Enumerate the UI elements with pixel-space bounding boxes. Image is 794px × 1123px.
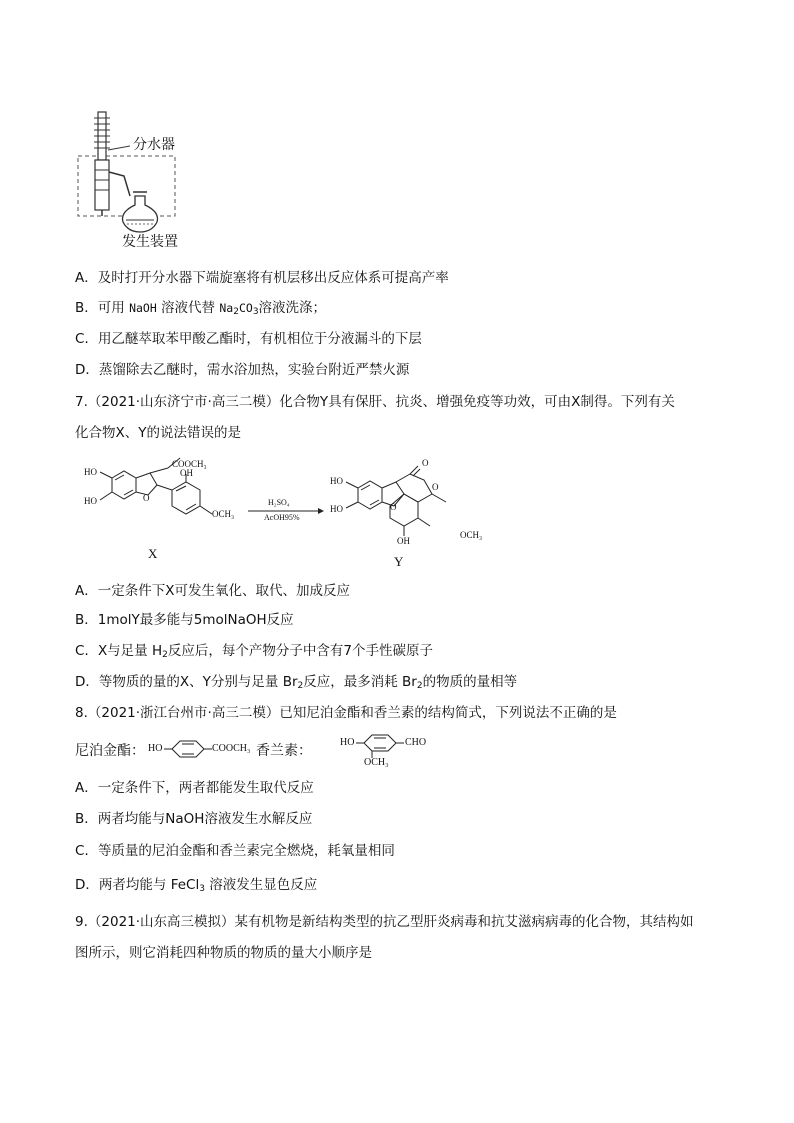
x-oh: OH	[180, 468, 193, 478]
y-ome: OCH₃	[460, 530, 483, 540]
generator-label: 发生装置	[122, 234, 178, 250]
x-ring-o: O	[143, 493, 150, 503]
x-ome: OCH₃	[212, 509, 235, 519]
q8-stem: 8.（2021·浙江台州市·高三二模）已知尼泊金酯和香兰素的结构简式，下列说法不正确的是	[75, 705, 617, 721]
y-lactone-o: O	[432, 482, 439, 492]
q7-option-c: C．X与足量 $H_2$反应后，每个产物分子中含有7个手性碳原子	[75, 643, 433, 660]
nipagin-label: 尼泊金酯：	[75, 743, 145, 759]
x-ho-bottom: HO	[84, 496, 97, 506]
q9-stem-line1: 9.（2021·山东高三模拟）某有机物是新结构类型的抗乙型肝炎病毒和抗艾滋病病毒的化合物，其结构如	[75, 914, 694, 930]
vanillin-cho: CHO	[405, 737, 427, 748]
q7-option-d: D．等物质的量的X、Y分别与足量 $Br_2$反应，最多消耗 $Br_2$的物质的量相等	[75, 674, 518, 691]
nipagin-ho: HO	[148, 743, 163, 754]
y-ho-top: HO	[330, 476, 343, 486]
vanillin-ho: HO	[340, 737, 355, 748]
x-ester: COOCH₃	[172, 459, 207, 469]
q7-option-a: A．一定条件下X可发生氧化、取代、加成反应	[75, 583, 350, 599]
q7-stem-line1: 7.（2021·山东济宁市·高三二模）化合物Y具有保肝、抗炎、增强免疫等功效，可由X制得。下列有关	[75, 394, 675, 410]
nipagin-ester: COOCH₃	[212, 743, 251, 754]
q7-stem-line2: 化合物X、Y的说法错误的是	[75, 425, 241, 441]
q9-stem-line2: 图所示，则它消耗四种物质的物质的量大小顺序是	[75, 945, 372, 961]
q7-option-b: B．1molY最多能与5molNaOH反应	[75, 612, 294, 628]
y-label: Y	[394, 554, 404, 569]
vanillin-label: 香兰素：	[256, 743, 312, 759]
q8-option-d: D．两者均能与 FeCl$_3$ 溶液发生显色反应	[75, 877, 318, 894]
reagent-bottom: AcOH95%	[264, 513, 300, 522]
q8-option-a: A．一定条件下，两者都能发生取代反应	[75, 780, 314, 796]
separator-label: 分水器	[133, 137, 175, 153]
q8-option-c: C．等质量的尼泊金酯和香兰素完全燃烧，耗氧量相同	[75, 843, 395, 859]
q8-option-b: B．两者均能与NaOH溶液发生水解反应	[75, 811, 313, 827]
q6-option-d: D．蒸馏除去乙醚时，需水浴加热，实验台附近严禁火源	[75, 362, 410, 378]
x-label: X	[148, 546, 158, 561]
y-furan-o: O	[390, 502, 397, 512]
reagent-top: H₂SO₄	[268, 498, 290, 507]
q6-option-a: A．及时打开分水器下端旋塞将有机层移出反应体系可提高产率	[75, 270, 449, 286]
vanillin-ome: OCH₃	[364, 757, 389, 768]
y-carbonyl-o: O	[422, 458, 429, 468]
y-ho-bottom: HO	[330, 504, 343, 514]
q6-option-b: B．可用 NaOH 溶液代替 $Na_2CO_3$溶液洗涤；	[75, 300, 327, 317]
q6-option-c: C．用乙醚萃取苯甲酸乙酯时，有机相位于分液漏斗的下层	[75, 331, 422, 347]
x-ho-top: HO	[84, 467, 97, 477]
y-oh: OH	[397, 536, 410, 546]
